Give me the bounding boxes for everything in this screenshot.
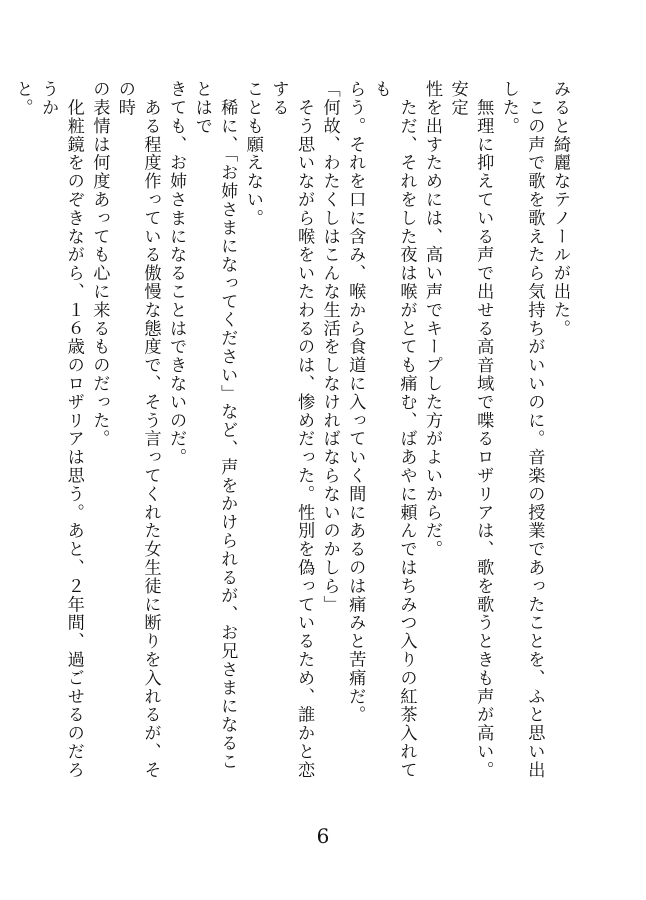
text-line: 性を出すためには、高い声でキープした方がよいからだ。 xyxy=(422,80,443,559)
body-text xyxy=(12,80,572,780)
text-line: と。 xyxy=(12,80,33,117)
text-line: 稀に、「お姉さまになってください」など、声をかけられるが、お兄さまになることはで xyxy=(191,80,238,771)
text-line: 無理に抑えている声で出せる高音域で喋るロザリアは、歌を歌うときも声が高い。安定 xyxy=(447,80,494,780)
page-number: 6 xyxy=(316,824,330,848)
text-line: ただ、それをした夜は喉がとても痛む、ばあやに頼んではちみつ入りの紅茶入れても xyxy=(370,80,417,780)
text-line: そう思いながら喉をいたわるのは、惨めだった。性別を偽っているため、誰かと恋する xyxy=(268,80,315,780)
text-line: ことも願えない。 xyxy=(242,80,263,228)
text-line: みると綺麗なテノールが出た。 xyxy=(550,80,570,338)
text-line: きても、お姉さまになることはできないのだ。 xyxy=(166,80,187,467)
text-line: 化粧鏡をのぞきながら、１６歳のロザリアは思う。あと、２年間、過ごせるのだろうか xyxy=(38,80,84,780)
text-line: ある程度作っている傲慢な態度で、そう言ってくれた女生徒に断りを入れるが、その時 xyxy=(114,80,161,780)
text-line: らう。それを口に含み、喉から食道に入っていく間にあるのは痛みと苦痛だ。 xyxy=(345,80,366,724)
text-line: の表情は何度あっても心に来るものだった。 xyxy=(89,80,110,448)
text-line: 「何故、わたくしはこんな生活をしなければならないのかしら」 xyxy=(319,80,340,614)
text-line: この声で歌を歌えたら気持ちがいいのに。音楽の授業であったことを、ふと思い出した。 xyxy=(498,80,545,780)
